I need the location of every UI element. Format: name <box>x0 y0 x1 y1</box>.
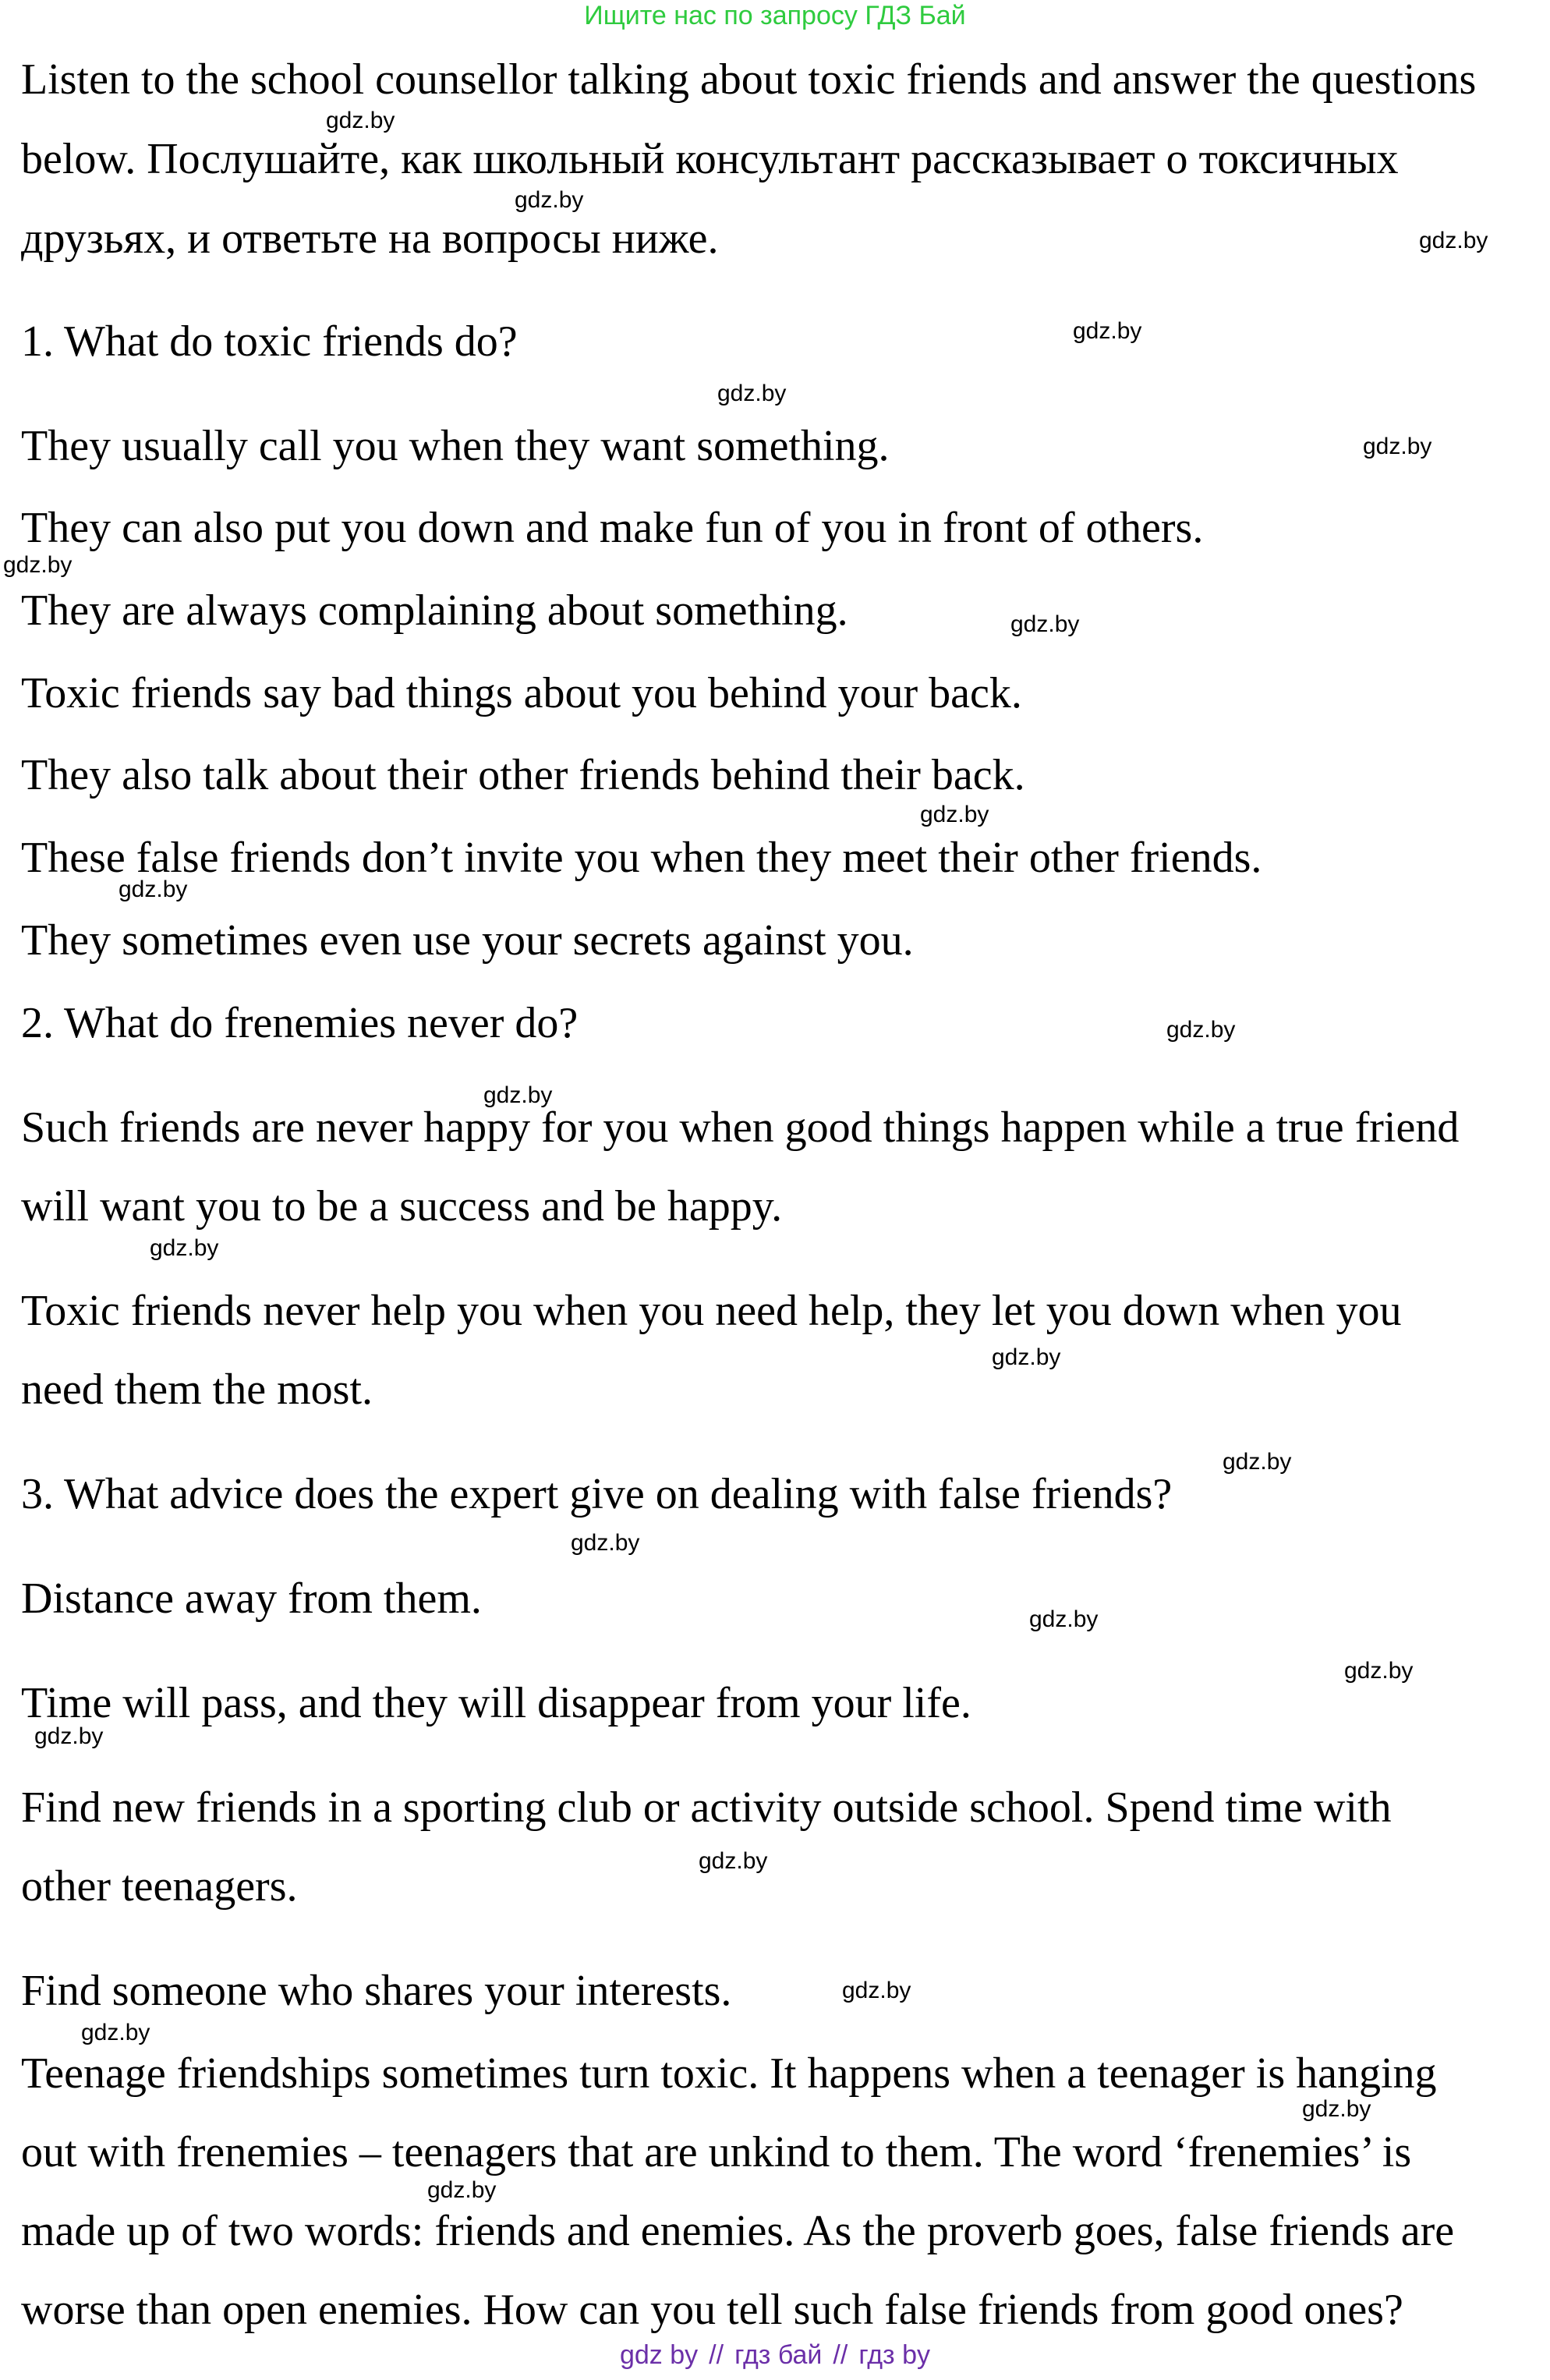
watermark: gdz.by <box>717 381 787 406</box>
watermark: gdz.by <box>150 1235 219 1261</box>
watermark: gdz.by <box>34 1723 104 1749</box>
answer-line: They can also put you down and make fun of you in front of others. <box>21 504 1204 552</box>
footer-banner <box>0 2338 1550 2372</box>
watermark: gdz.by <box>992 1344 1061 1370</box>
answer-line: Distance away from them. <box>21 1574 482 1623</box>
answer-line: Find someone who shares your interests. <box>21 1967 732 2015</box>
answer-line: other teenagers. <box>21 1862 298 1911</box>
passage-line: out with frenemies – teenagers that are unkind to them. The word ‘frenemies’ is <box>21 2128 1412 2176</box>
watermark: gdz.by <box>515 187 584 213</box>
watermark: gdz.by <box>1302 2096 1371 2122</box>
watermark: gdz.by <box>427 2177 497 2203</box>
header-banner: Ищите нас по запросу ГДЗ Бай <box>584 1 966 30</box>
passage-line: Teenage friendships sometimes turn toxic. It happens when a teenager is hanging <box>21 2049 1437 2098</box>
question-3: 3. What advice does the expert give on dealing with false friends? <box>21 1470 1173 1518</box>
answer-line: will want you to be a success and be happy. <box>21 1182 783 1231</box>
footer-separator: // <box>833 2340 848 2370</box>
watermark: gdz.by <box>1029 1606 1099 1632</box>
answer-line: They usually call you when they want something. <box>21 422 890 470</box>
watermark: gdz.by <box>483 1082 553 1108</box>
answer-line: Toxic friends say bad things about you behind your back. <box>21 669 1022 717</box>
answer-line: They sometimes even use your secrets against you. <box>21 916 914 965</box>
passage-line: worse than open enemies. How can you tell such false friends from good ones? <box>21 2286 1403 2334</box>
intro-line: Listen to the school counsellor talking about toxic friends and answer the questions <box>21 55 1477 104</box>
answer-line: Such friends are never happy for you when good things happen while a true friend <box>21 1103 1460 1152</box>
watermark: gdz.by <box>1073 318 1142 344</box>
watermark: gdz.by <box>1010 611 1080 637</box>
watermark: gdz.by <box>1166 1017 1236 1043</box>
answer-line: Toxic friends never help you when you need help, they let you down when you <box>21 1287 1402 1335</box>
watermark: gdz.by <box>1223 1449 1292 1475</box>
answer-line: They also talk about their other friends behind their back. <box>21 751 1025 799</box>
intro-line: below. Послушайте, как школьный консультант рассказывает о токсичных <box>21 135 1399 183</box>
watermark: gdz.by <box>3 552 73 578</box>
watermark: gdz.by <box>842 1978 911 2003</box>
answer-line: Find new friends in a sporting club or activity outside school. Spend time with <box>21 1783 1392 1832</box>
watermark: gdz.by <box>326 108 395 133</box>
intro-line: друзьях, и ответьте на вопросы ниже. <box>21 214 719 263</box>
footer-link-gdz-bai: гдз бай <box>734 2340 823 2370</box>
answer-line: These false friends don’t invite you when they meet their other friends. <box>21 834 1262 882</box>
passage-line: made up of two words: friends and enemies. As the proverb goes, false friends are <box>21 2207 1455 2255</box>
watermark: gdz.by <box>1363 434 1432 459</box>
watermark: gdz.by <box>571 1530 640 1556</box>
watermark: gdz.by <box>1419 228 1488 253</box>
answer-line: They are always complaining about something. <box>21 586 848 635</box>
watermark: gdz.by <box>119 877 188 902</box>
watermark: gdz.by <box>920 802 989 827</box>
watermark: gdz.by <box>1344 1658 1414 1684</box>
watermark: gdz.by <box>699 1848 768 1874</box>
footer-separator: // <box>709 2340 724 2370</box>
answer-line: Time will pass, and they will disappear from your life. <box>21 1679 971 1727</box>
footer-link-gdz-by: gdz by <box>619 2340 699 2370</box>
question-1: 1. What do toxic friends do? <box>21 317 518 366</box>
answer-line: need them the most. <box>21 1365 373 1414</box>
footer-link-gdz-by-cyr: гдз by <box>858 2340 930 2370</box>
watermark: gdz.by <box>81 2020 150 2045</box>
question-2: 2. What do frenemies never do? <box>21 999 579 1047</box>
